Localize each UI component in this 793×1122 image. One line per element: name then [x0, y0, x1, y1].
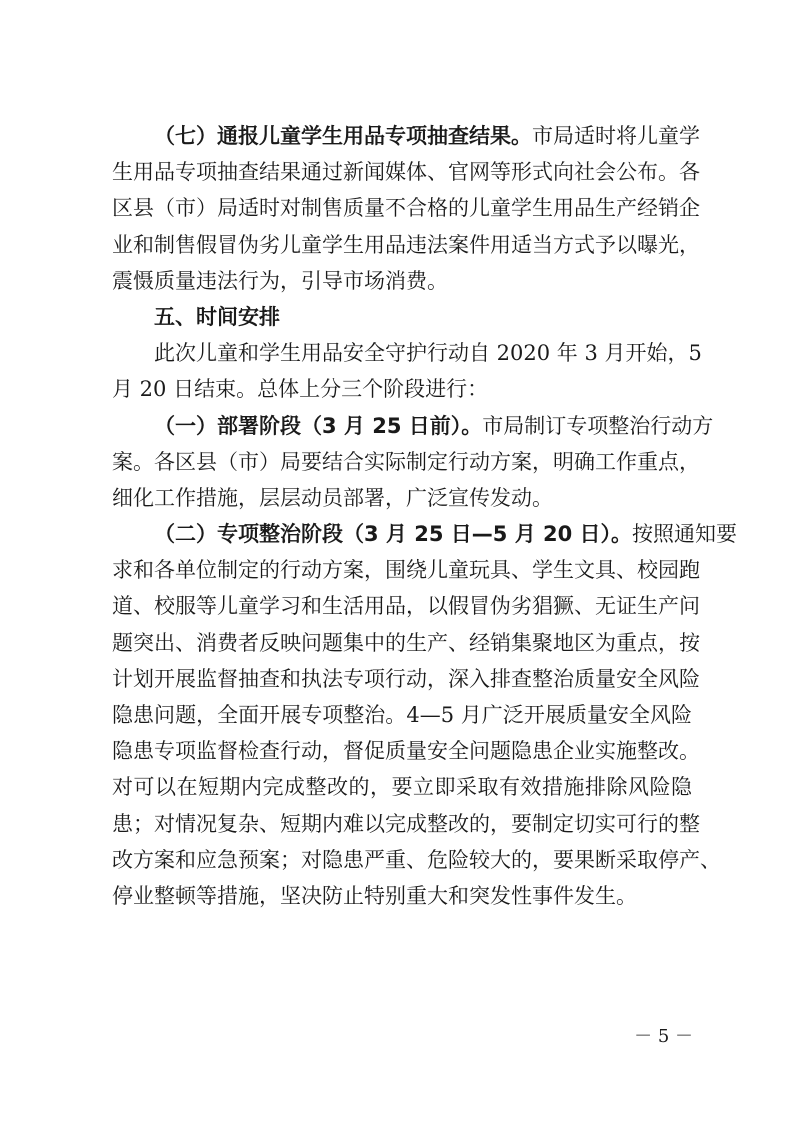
text-line: [112, 516, 738, 552]
text-line: 改方案和应急预案；对隐患严重、危险较大的，要果断采取停产、: [112, 847, 721, 872]
section-intro: [112, 335, 702, 407]
text-line: 细化工作措施，层层动员部署，广泛宣传发动。: [112, 485, 553, 510]
text-line: 月 20 日结束。总体上分三个阶段进行：: [112, 377, 489, 402]
text-line: 震慑质量违法行为，引导市场消费。: [112, 268, 448, 293]
text-line: 道、校服等儿童学习和生活用品，以假冒伪劣猖獗、无证生产问: [112, 594, 700, 619]
text-line: 业和制售假冒伪劣儿童学生用品违法案件用适当方式予以曝光，: [112, 232, 700, 257]
text-line: 隐患专项监督检查行动，督促质量安全问题隐患企业实施整改。: [112, 739, 700, 764]
text-line: 案。各区县（市）局要结合实际制定行动方案，明确工作重点，: [112, 449, 700, 474]
text-line: 生用品专项抽查结果通过新闻媒体、官网等形式向社会公布。各: [112, 160, 700, 185]
text-line: 题突出、消费者反映问题集中的生产、经销集聚地区为重点，按: [112, 630, 700, 655]
text-line: 隐患问题，全面开展专项整治。4—5 月广泛开展质量安全风险: [112, 703, 692, 727]
text-line: 求和各单位制定的行动方案，围绕儿童玩具、学生文具、校园跑: [112, 558, 700, 583]
paragraph-item-7: [112, 118, 700, 299]
text-line: 此次儿童和学生用品安全守护行动自 2020 年 3 月开始，5: [154, 341, 702, 366]
paragraph-lead: （二）专项整治阶段（3 月 25 日—5 月 20 日）。: [154, 522, 633, 547]
paragraph-lead: （一）部署阶段（3 月 25 日前）。: [154, 413, 483, 438]
text-line: 对可以在短期内完成整改的，要立即采取有效措施排除风险隐: [112, 775, 692, 800]
text-line: 患；对情况复杂、短期内难以完成整改的，要制定切实可行的整: [112, 811, 700, 836]
text-line: [112, 408, 714, 444]
stage-1-paragraph: [112, 408, 714, 517]
paragraph-text: 市局适时将儿童学: [532, 124, 700, 148]
text-line: 停业整顿等措施，坚决防止特别重大和突发性事件发生。: [112, 883, 637, 908]
document-body: [112, 118, 738, 914]
text-line: 计划开展监督抽查和执法专项行动，深入排查整治质量安全风险: [112, 666, 700, 691]
paragraph-text: 按照通知要: [632, 522, 738, 547]
text-line: 区县（市）局适时对制售质量不合格的儿童学生用品生产经销企: [112, 196, 700, 221]
page-number: － 5 －: [634, 1026, 693, 1047]
section-heading: 五、时间安排: [154, 304, 280, 329]
paragraph-lead: （七）通报儿童学生用品专项抽查结果。: [154, 124, 532, 148]
text-line: [112, 118, 700, 154]
stage-2-paragraph: [112, 516, 738, 914]
paragraph-text: 市局制订专项整治行动方: [482, 413, 714, 438]
